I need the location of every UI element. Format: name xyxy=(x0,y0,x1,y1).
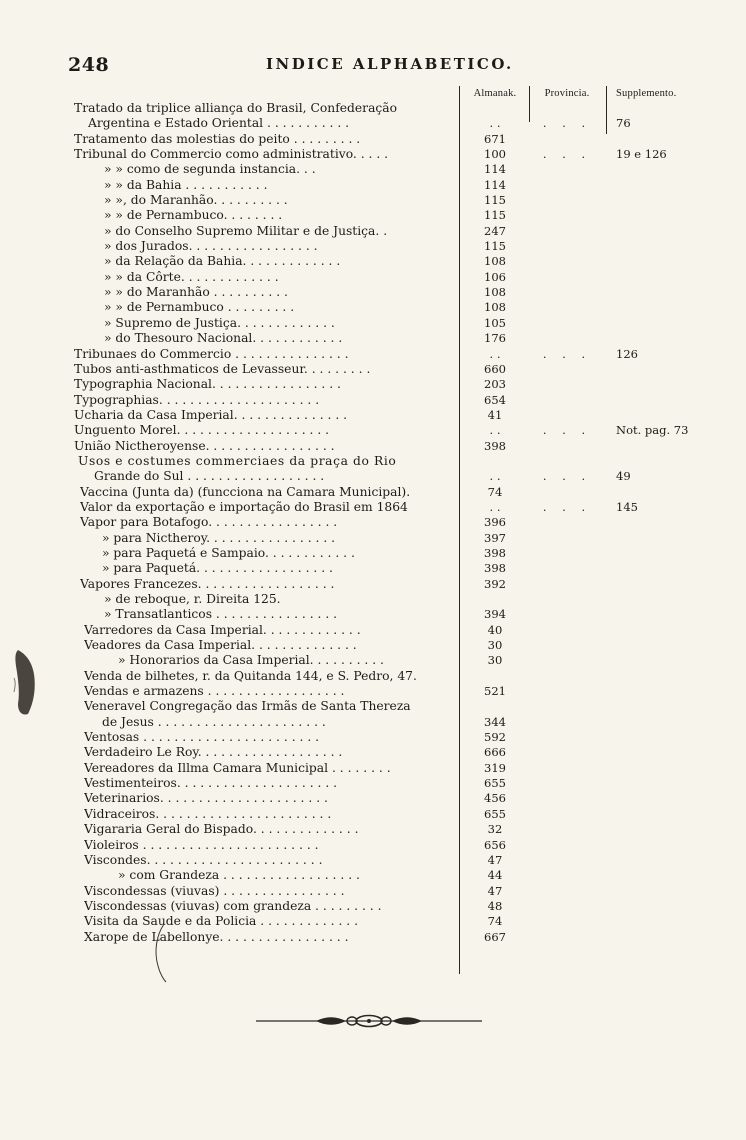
almanak-page: 392 xyxy=(484,576,506,591)
entry-label: Vidraceiros. . . . . . . . . . . . . . . . . . . . . . . xyxy=(84,806,332,821)
supplemento-page: 49 xyxy=(616,469,631,484)
entry-label: Tratado da triplice alliança do Brasil, Confederação xyxy=(74,101,398,115)
almanak-page: 655 xyxy=(484,776,506,791)
entry-label: » » da Bahia . . . . . . . . . . . xyxy=(104,177,268,192)
entry-label: » para Paquetá. . . . . . . . . . . . . . . . . . xyxy=(102,561,333,576)
index-row xyxy=(0,469,746,484)
index-row xyxy=(0,592,746,607)
almanak-page: 656 xyxy=(484,837,506,852)
index-row xyxy=(0,439,746,454)
index-row xyxy=(0,638,746,653)
almanak-page: 32 xyxy=(487,822,503,837)
entry-label: » dos Jurados. . . . . . . . . . . . . . . . . xyxy=(104,239,318,254)
entry-label: Veneravel Congregação das Irmãs de Santa Thereza xyxy=(84,699,411,714)
almanak-page: 319 xyxy=(484,760,506,775)
supplemento-page: 19 e 126 xyxy=(616,147,667,162)
almanak-page: 115 xyxy=(484,193,506,208)
index-row xyxy=(0,285,746,300)
entry-label: Varredores da Casa Imperial. . . . . . . . . . . . . xyxy=(84,622,361,637)
almanak-page: 654 xyxy=(484,392,506,407)
almanak-page: 456 xyxy=(484,791,506,806)
entry-label: Vaccina (Junta da) (funcciona na Camara Municipal). xyxy=(80,484,411,499)
index-row xyxy=(0,531,746,546)
almanak-page: 671 xyxy=(484,131,506,146)
entry-label: Tribunaes do Commercio . . . . . . . . . . . . . . . xyxy=(74,346,349,361)
index-row xyxy=(0,776,746,791)
entry-label: Tubos anti-asthmaticos de Levasseur. . . . . . . . . xyxy=(74,361,371,376)
provincia-page: . . . xyxy=(542,423,592,438)
entry-label: Visita da Saude e da Policia . . . . . . . . . . . . . xyxy=(84,914,358,929)
entry-label: Veadores da Casa Imperial. . . . . . . . . . . . . . xyxy=(84,638,357,653)
entry-label: Usos e costumes commerciaes da praça do Rio xyxy=(78,453,397,468)
index-row xyxy=(0,362,746,377)
almanak-page: 247 xyxy=(484,223,506,238)
provincia-page: . . . xyxy=(542,147,592,162)
entry-label: Grande do Sul . . . . . . . . . . . . . . . . . . xyxy=(94,469,325,484)
almanak-page: 30 xyxy=(487,638,503,653)
index-row xyxy=(0,178,746,193)
entry-label: Valor da exportação e importação do Brasil em 1864 xyxy=(80,499,408,514)
page-number: 248 xyxy=(68,54,110,76)
index-row xyxy=(0,684,746,699)
entry-label: » », do Maranhão. . . . . . . . . . xyxy=(104,193,288,208)
entry-label: Venda de bilhetes, r. da Quitanda 144, e S. Pedro, 47. xyxy=(84,668,417,683)
entry-label: Typographia Nacional. . . . . . . . . . . . . . . . . xyxy=(74,377,341,392)
index-row xyxy=(0,730,746,745)
almanak-page: 115 xyxy=(484,239,506,254)
index-row xyxy=(0,224,746,239)
almanak-page: 666 xyxy=(484,745,506,760)
almanak-page: 115 xyxy=(484,208,506,223)
index-row xyxy=(0,485,746,500)
entry-label: Veterinarios. . . . . . . . . . . . . . . . . . . . . . xyxy=(84,791,328,806)
almanak-page: 667 xyxy=(484,929,506,944)
almanak-page: 203 xyxy=(484,377,506,392)
almanak-page: 41 xyxy=(487,407,503,422)
entry-label: Tribunal do Commercio como administrativo. . . . . xyxy=(74,147,389,162)
provincia-page: . . . xyxy=(542,346,592,361)
page-title: INDICE ALPHABETICO. xyxy=(266,55,514,73)
entry-label: » para Nictheroy. . . . . . . . . . . . . . . . . xyxy=(102,530,336,545)
almanak-page: 100 xyxy=(484,147,506,162)
entry-label: » » da Côrte. . . . . . . . . . . . . xyxy=(104,269,279,284)
index-row xyxy=(0,393,746,408)
index-row xyxy=(0,653,746,668)
almanak-page: 108 xyxy=(484,300,506,315)
entry-label: » Honorarios da Casa Imperial. . . . . . . . . . xyxy=(118,653,384,668)
entry-label: » » de Pernambuco . . . . . . . . . xyxy=(104,300,295,315)
entry-label: Vendas e armazens . . . . . . . . . . . . . . . . . . xyxy=(84,684,345,699)
entry-label: » com Grandeza . . . . . . . . . . . . . . . . . . xyxy=(118,868,360,883)
ornamental-rule xyxy=(256,1014,482,1028)
index-row xyxy=(0,546,746,561)
almanak-page: 398 xyxy=(484,438,506,453)
almanak-page: 47 xyxy=(487,852,503,867)
almanak-page: 106 xyxy=(484,269,506,284)
almanak-page: . . xyxy=(489,423,501,438)
supplemento-page: 76 xyxy=(616,116,631,131)
index-row xyxy=(0,316,746,331)
almanak-page: . . xyxy=(489,469,501,484)
entry-label: Vapores Francezes. . . . . . . . . . . . . . . . . . xyxy=(80,576,335,591)
index-row xyxy=(0,270,746,285)
supplemento-page: 126 xyxy=(616,346,638,361)
index-row xyxy=(0,899,746,914)
almanak-page: . . xyxy=(489,346,501,361)
almanak-page: 47 xyxy=(487,883,503,898)
almanak-page: 176 xyxy=(484,331,506,346)
index-row xyxy=(0,791,746,806)
entry-label: Vapor para Botafogo. . . . . . . . . . . . . . . . . xyxy=(80,515,338,530)
column-header-provincia: Provincia. xyxy=(544,88,590,99)
entry-label: Typographias. . . . . . . . . . . . . . . . . . . . . xyxy=(74,392,320,407)
index-row xyxy=(0,669,746,684)
almanak-page: 108 xyxy=(484,285,506,300)
index-row xyxy=(0,914,746,929)
index-row xyxy=(0,868,746,883)
almanak-page: 48 xyxy=(487,898,503,913)
almanak-page: . . xyxy=(489,116,501,131)
almanak-page: 114 xyxy=(484,177,506,192)
entry-label: Ucharia da Casa Imperial. . . . . . . . . . . . . . . xyxy=(74,407,348,422)
entry-label: Vigararia Geral do Bispado. . . . . . . . . . . . . . xyxy=(84,822,359,837)
column-header-supplemento: Supplemento. xyxy=(616,88,677,99)
entry-label: » Transatlanticos . . . . . . . . . . . . . . . . xyxy=(104,607,338,622)
entry-label: » Supremo de Justiça. . . . . . . . . . . . . xyxy=(104,315,335,330)
entry-label: » da Relação da Bahia. . . . . . . . . . . . . xyxy=(104,254,341,269)
almanak-page: . . xyxy=(489,499,501,514)
index-row xyxy=(0,408,746,423)
almanak-page: 592 xyxy=(484,730,506,745)
index-row xyxy=(0,500,746,515)
entry-label: de Jesus . . . . . . . . . . . . . . . . . . . . . . xyxy=(102,714,326,729)
almanak-page: 74 xyxy=(487,484,503,499)
almanak-page: 40 xyxy=(487,622,503,637)
almanak-page: 30 xyxy=(487,653,503,668)
index-row xyxy=(0,208,746,223)
index-row xyxy=(0,239,746,254)
index-row xyxy=(0,807,746,822)
entry-label: Violeiros . . . . . . . . . . . . . . . . . . . . . . . xyxy=(84,837,319,852)
index-row xyxy=(0,254,746,269)
entry-label: Argentina e Estado Oriental . . . . . . . . . . . xyxy=(88,116,350,131)
entry-label: Unguento Morel. . . . . . . . . . . . . . . . . . . . xyxy=(74,423,330,438)
entry-label: Verdadeiro Le Roy. . . . . . . . . . . . . . . . . . . xyxy=(84,745,343,760)
index-row xyxy=(0,147,746,162)
index-row xyxy=(0,454,746,469)
entry-label: Viscondessas (viuvas) com grandeza . . . . . . . . . xyxy=(84,898,382,913)
entry-label: Vereadores da Illma Camara Municipal . . . . . . . . xyxy=(84,760,391,775)
column-header-almanak: Almanak. xyxy=(473,88,517,99)
index-row xyxy=(0,331,746,346)
index-row xyxy=(0,884,746,899)
entry-label: Vestimenteiros. . . . . . . . . . . . . . . . . . . . . xyxy=(84,776,338,791)
index-row xyxy=(0,300,746,315)
entry-label: » » de Pernambuco. . . . . . . . xyxy=(104,208,283,223)
almanak-page: 344 xyxy=(484,714,506,729)
index-row xyxy=(0,423,746,438)
almanak-page: 398 xyxy=(484,561,506,576)
entry-label: Xarope de Labellonye. . . . . . . . . . . . . . . . . xyxy=(84,929,349,944)
supplemento-page: Not. pag. 73 xyxy=(616,423,689,438)
entry-label: » do Conselho Supremo Militar e de Justiça. . xyxy=(104,223,388,238)
entry-label: » para Paquetá e Sampaio. . . . . . . . . . . . xyxy=(102,545,355,560)
almanak-page: 105 xyxy=(484,315,506,330)
entry-label: » do Thesouro Nacional. . . . . . . . . . . . xyxy=(104,331,343,346)
entry-label: Viscondessas (viuvas) . . . . . . . . . . . . . . . . xyxy=(84,883,345,898)
entry-label: » » como de segunda instancia. . . xyxy=(104,162,316,177)
almanak-page: 396 xyxy=(484,515,506,530)
index-row xyxy=(0,715,746,730)
almanak-page: 521 xyxy=(484,684,506,699)
index-row xyxy=(0,761,746,776)
entry-label: Ventosas . . . . . . . . . . . . . . . . . . . . . . . xyxy=(84,730,320,745)
entry-label: » de reboque, r. Direita 125. xyxy=(104,592,281,606)
index-row xyxy=(0,561,746,576)
provincia-page: . . . xyxy=(542,469,592,484)
almanak-page: 398 xyxy=(484,545,506,560)
entry-label: Tratamento das molestias do peito . . . . . . . . . xyxy=(74,131,361,146)
provincia-page: . . . xyxy=(542,116,592,131)
index-row xyxy=(0,162,746,177)
index-row xyxy=(0,623,746,638)
index-row xyxy=(0,745,746,760)
index-entries xyxy=(0,101,746,945)
almanak-page: 44 xyxy=(487,868,503,883)
entry-label: » » do Maranhão . . . . . . . . . . xyxy=(104,285,288,300)
almanak-page: 108 xyxy=(484,254,506,269)
entry-label: Viscondes. . . . . . . . . . . . . . . . . . . . . . . xyxy=(84,852,323,867)
index-row xyxy=(0,377,746,392)
index-row xyxy=(0,699,746,714)
almanak-page: 74 xyxy=(487,914,503,929)
almanak-page: 397 xyxy=(484,530,506,545)
index-row xyxy=(0,347,746,362)
provincia-page: . . . xyxy=(542,499,592,514)
almanak-page: 394 xyxy=(484,607,506,622)
entry-label: União Nictheroyense. . . . . . . . . . . . . . . . . xyxy=(74,438,335,453)
index-row xyxy=(0,193,746,208)
index-row xyxy=(0,838,746,853)
supplemento-page: 145 xyxy=(616,499,638,514)
index-row xyxy=(0,116,746,131)
almanak-page: 114 xyxy=(484,162,506,177)
index-row xyxy=(0,607,746,622)
almanak-page: 660 xyxy=(484,361,506,376)
index-row xyxy=(0,822,746,837)
index-row xyxy=(0,515,746,530)
index-row xyxy=(0,930,746,945)
index-row xyxy=(0,853,746,868)
index-row xyxy=(0,101,746,116)
almanak-page: 655 xyxy=(484,806,506,821)
index-row xyxy=(0,577,746,592)
pen-stroke-mark xyxy=(150,922,170,984)
index-row xyxy=(0,132,746,147)
